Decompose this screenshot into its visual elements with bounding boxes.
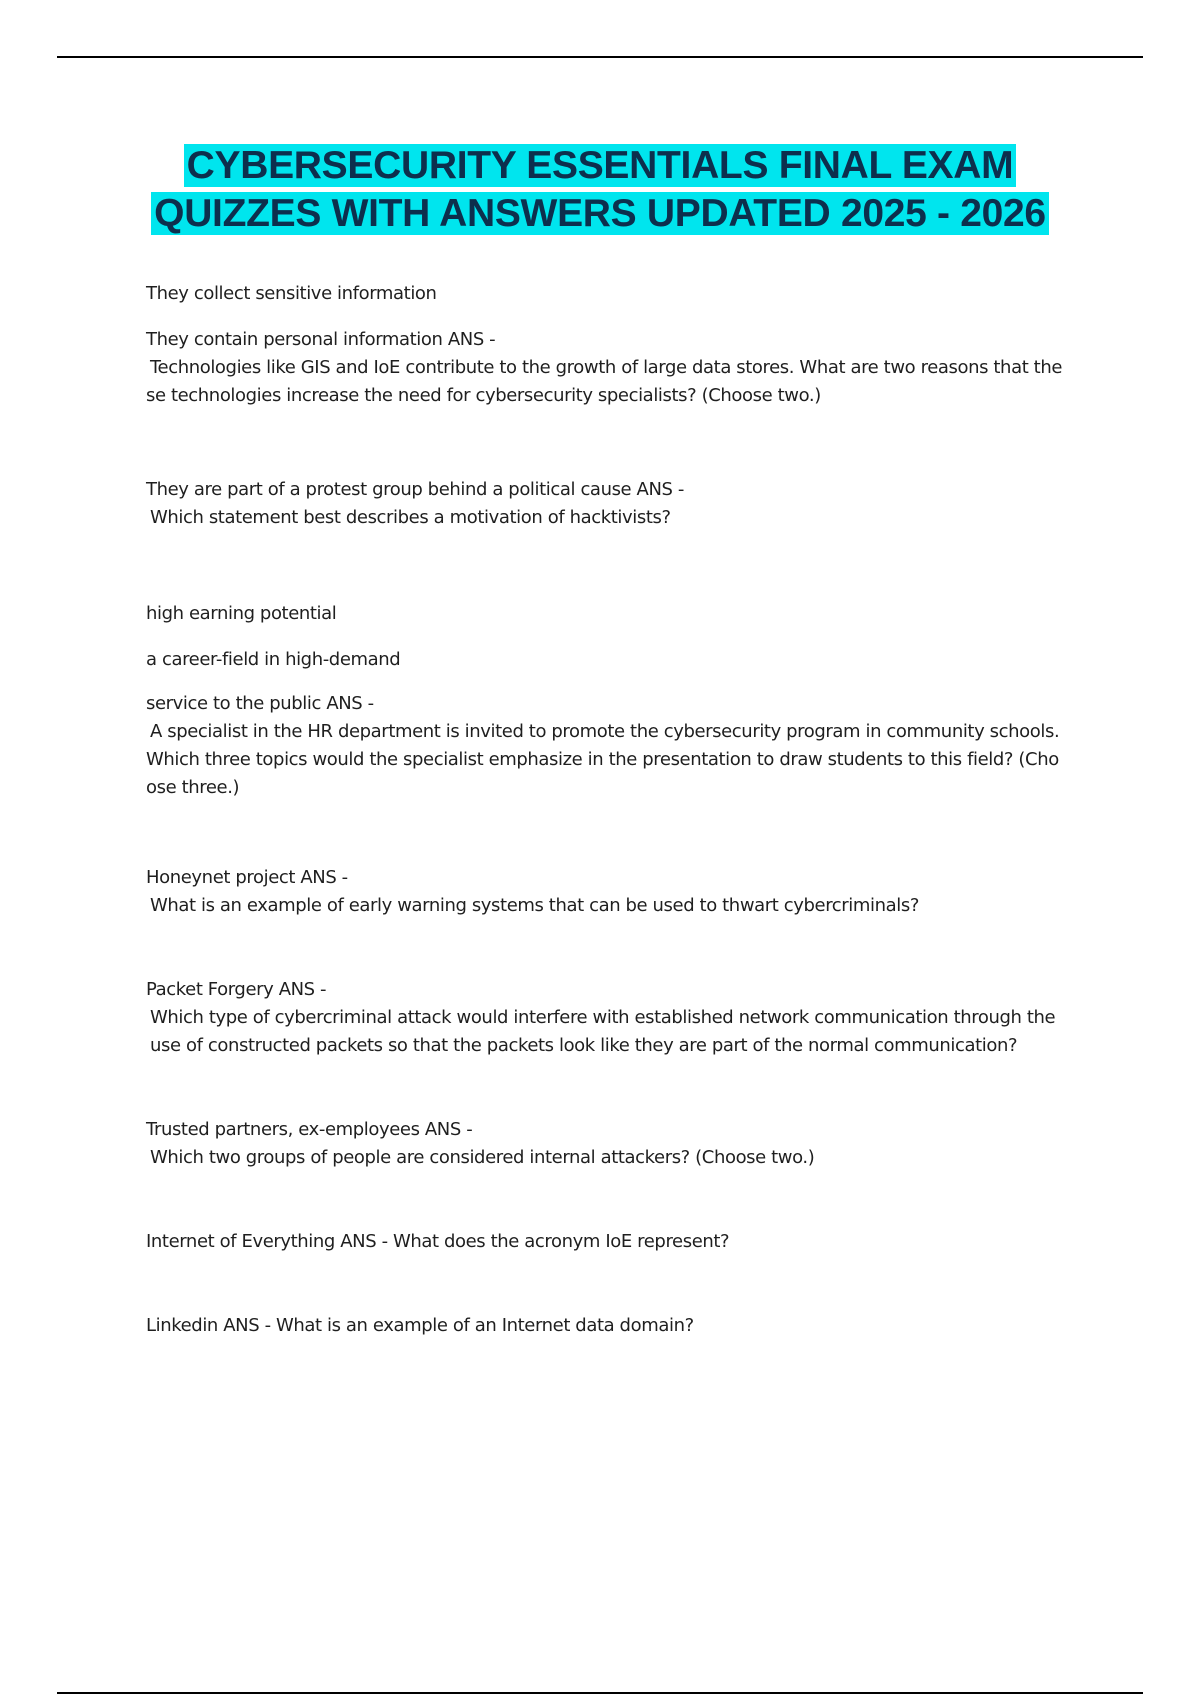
qa-entry: [146, 1116, 1091, 1172]
question-line: se technologies increase the need for cybersecurity specialists? (Choose two.): [146, 385, 821, 406]
answer-line: They collect sensitive information: [146, 283, 437, 304]
question-line: Which statement best describes a motivation of hacktivists?: [150, 507, 671, 528]
question-line: ose three.): [146, 777, 240, 798]
document-title: [0, 142, 1200, 238]
qa-entry: [146, 1228, 1091, 1256]
qa-content: [146, 280, 1091, 1340]
question-line: Which two groups of people are considered internal attackers? (Choose two.): [150, 1147, 815, 1168]
answer-line: service to the public ANS -: [146, 693, 374, 714]
question-line: Technologies like GIS and IoE contribute to the growth of large data stores. What are two reasons that the: [150, 357, 1063, 378]
title-line-2: QUIZZES WITH ANSWERS UPDATED 2025 - 2026: [151, 192, 1049, 235]
qa-entry: [146, 476, 1091, 532]
question-line: A specialist in the HR department is invited to promote the cybersecurity program in community schools.: [150, 721, 1060, 742]
top-rule: [57, 56, 1143, 58]
qa-entry: [146, 600, 1091, 802]
qa-entry: [146, 1312, 1091, 1340]
qa-inline-line: Internet of Everything ANS - What does the acronym IoE represent?: [146, 1231, 730, 1252]
qa-inline-line: Linkedin ANS - What is an example of an Internet data domain?: [146, 1315, 694, 1336]
title-line-1: CYBERSECURITY ESSENTIALS FINAL EXAM: [184, 144, 1017, 187]
qa-entry: [146, 280, 1091, 410]
question-line: use of constructed packets so that the packets look like they are part of the normal communication?: [150, 1035, 1018, 1056]
answer-line: high earning potential: [146, 603, 337, 624]
question-line: Which three topics would the specialist emphasize in the presentation to draw students to this field? (Cho: [146, 749, 1059, 770]
qa-entry: [146, 864, 1091, 920]
answer-line: They are part of a protest group behind a political cause ANS -: [146, 479, 684, 500]
answer-line: a career-field in high-demand: [146, 649, 401, 670]
answer-line: They contain personal information ANS -: [146, 329, 496, 350]
bottom-rule: [57, 1692, 1143, 1694]
answer-line: Trusted partners, ex-employees ANS -: [146, 1119, 473, 1140]
answer-line: Packet Forgery ANS -: [146, 979, 327, 1000]
answer-line: Honeynet project ANS -: [146, 867, 348, 888]
qa-entry: [146, 976, 1091, 1060]
question-line: What is an example of early warning systems that can be used to thwart cybercriminals?: [150, 895, 920, 916]
question-line: Which type of cybercriminal attack would interfere with established network communication through the: [150, 1007, 1056, 1028]
